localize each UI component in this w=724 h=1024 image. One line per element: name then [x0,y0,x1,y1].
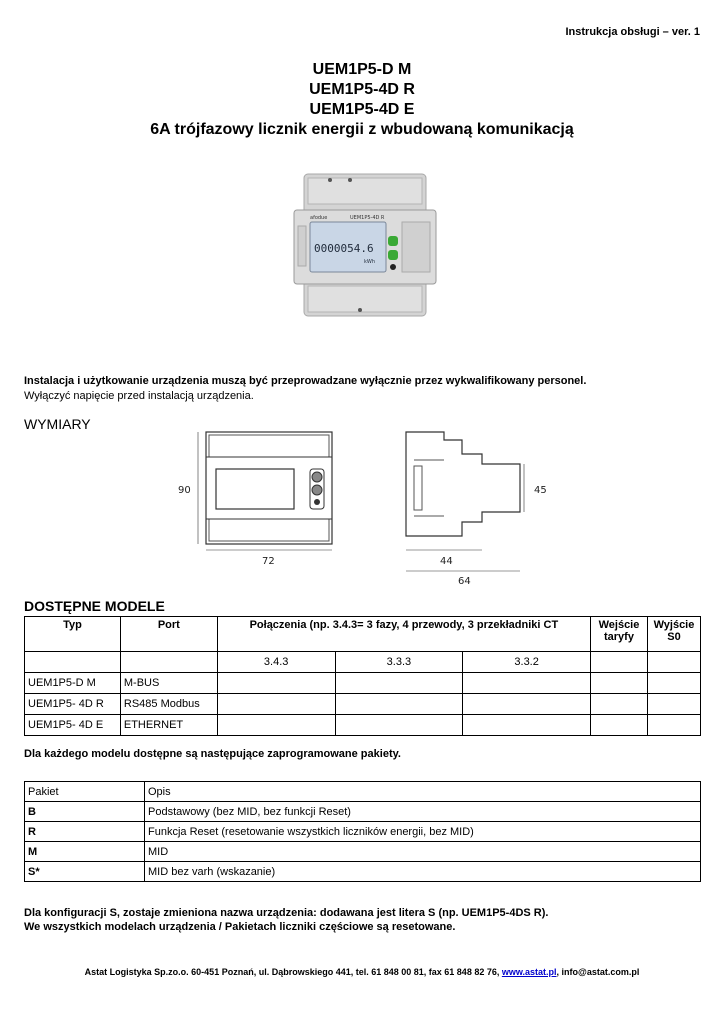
model-typ: UEM1P5-D M [25,673,121,694]
model-port: M-BUS [120,673,217,694]
table-row [25,715,701,736]
footer-address: Astat Logistyka Sp.zo.o. 60-451 Poznań, ul. Dąbrowskiego 441, tel. 61 848 00 81, fax 61 848 82 76, [84,967,500,977]
photo-model: UEM1P5-4D R [350,215,385,221]
dim-front-height: 90 [178,485,191,496]
warning-normal: Wyłączyć napięcie przed instalacją urządzenia. [24,390,254,402]
product-photo [290,166,440,324]
table-row [25,673,701,694]
models-header-row [25,617,701,652]
title-model-1: UEM1P5-D M [312,61,412,78]
col-s0: Wyjście S0 [647,617,700,652]
config-note [24,906,548,934]
models-subheader-row [25,652,701,673]
models-table [24,616,701,736]
table-row [25,822,701,842]
photo-display-unit: kWh [364,259,376,265]
model-port: ETHERNET [120,715,217,736]
package-description: Podstawowy (bez MID, bez funkcji Reset) [145,802,701,822]
photo-display-value: 0000054.6 [314,242,374,255]
dimension-front-drawing [176,426,366,574]
document-version: Instrukcja obsługi – ver. 1 [565,26,700,38]
col-tariff: Wejście taryfy [591,617,648,652]
title-model-3: UEM1P5-4D E [309,101,415,118]
table-row [25,694,701,715]
col-port: Port [120,617,217,652]
title-model-2: UEM1P5-4D R [309,81,415,98]
dimensions-heading: WYMIARY [24,416,91,432]
table-row [25,802,701,822]
col-pakiet: Pakiet [25,782,145,802]
package-code: R [25,822,145,842]
package-description: MID bez varh (wskazanie) [145,862,701,882]
packages-note: Dla każdego modelu dostępne są następujące zaprogramowane pakiety. [24,748,401,760]
package-code: M [25,842,145,862]
subheader-333: 3.3.3 [335,652,463,673]
config-note-line2: We wszystkich modelach urządzenia / Pakietach liczniki częściowe są resetowane. [24,921,456,933]
packages-header-row [25,782,701,802]
packages-table [24,781,701,882]
col-connections: Połączenia (np. 3.4.3= 3 fazy, 4 przewody, 3 przekładniki CT [217,617,590,652]
model-port: RS485 Modbus [120,694,217,715]
subheader-332: 3.3.2 [463,652,591,673]
package-description: Funkcja Reset (resetowanie wszystkich liczników energii, bez MID) [145,822,701,842]
footer [0,967,724,977]
col-typ: Typ [25,617,121,652]
col-opis: Opis [145,782,701,802]
package-description: MID [145,842,701,862]
models-heading: DOSTĘPNE MODELE [24,598,165,614]
dim-side-height: 45 [534,485,547,496]
safety-warning [24,374,586,404]
dimension-side-drawing [384,426,556,588]
photo-brand: afodue [310,215,328,221]
footer-website-link[interactable]: www.astat.pl [501,967,557,977]
warning-bold: Instalacja i użytkowanie urządzenia muszą być przeprowadzane wyłącznie przez wykwalifikowany personel. [24,375,587,387]
table-row [25,862,701,882]
page-title [0,60,724,140]
config-note-line1: Dla konfiguracji S, zostaje zmieniona nazwa urządzenia: dodawana jest litera S (np. UEM1P5-4DS R). [24,907,549,919]
title-description: 6A trójfazowy licznik energii z wbudowaną komunikacją [150,121,574,138]
package-code: B [25,802,145,822]
table-row [25,842,701,862]
footer-email: , info@astat.com.pl [556,967,640,977]
subheader-343: 3.4.3 [217,652,335,673]
dim-side-depth-inner: 44 [440,556,453,567]
model-typ: UEM1P5- 4D R [25,694,121,715]
dim-side-depth-total: 64 [458,576,471,587]
package-code: S* [25,862,145,882]
dim-front-width: 72 [262,556,275,567]
model-typ: UEM1P5- 4D E [25,715,121,736]
